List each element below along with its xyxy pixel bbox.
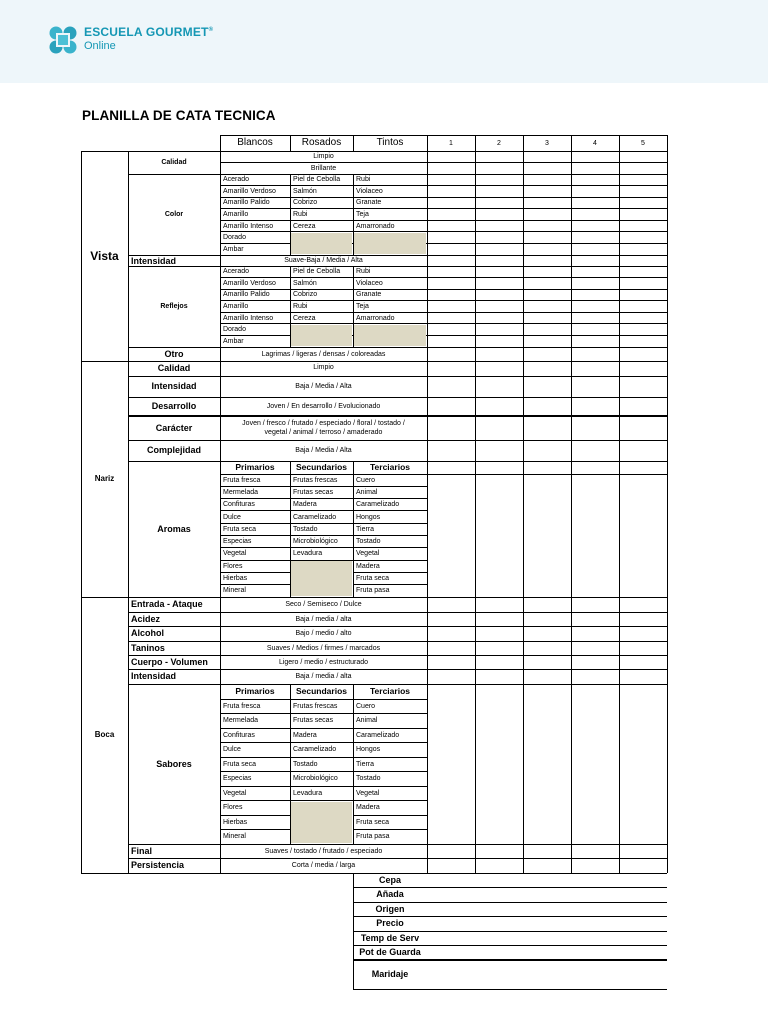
header-blancos: Blancos <box>237 137 273 148</box>
list-item: Animal <box>356 488 378 496</box>
brand-name: ESCUELA GOURMET® <box>84 25 214 39</box>
value-cell: Suave-Baja / Media / Alta <box>284 257 363 264</box>
list-item: Ambar <box>223 245 244 253</box>
row-label: Complejidad <box>146 445 201 455</box>
extra-label: Origen <box>375 903 405 914</box>
list-item: Especias <box>223 775 252 783</box>
list-item: Frutas secas <box>293 717 334 725</box>
list-item: Cuero <box>356 702 376 710</box>
list-item: Salmón <box>293 279 317 287</box>
list-item: Fruta pasa <box>356 833 390 841</box>
list-item: Amarillo <box>223 302 249 310</box>
table-rule <box>427 312 667 313</box>
table-rule <box>427 474 667 475</box>
value-cell: Limpio <box>313 153 334 160</box>
table-rule <box>427 208 667 209</box>
table-rule <box>427 300 667 301</box>
row-label: Carácter <box>155 422 193 433</box>
header-score-5: 5 <box>641 139 645 147</box>
extra-label: Precio <box>376 918 404 928</box>
list-item: Vegetal <box>223 550 247 558</box>
list-item: Microbiológico <box>293 538 338 546</box>
table-rule <box>571 151 572 873</box>
table-rule <box>427 289 667 290</box>
list-item: Amarronado <box>356 314 395 322</box>
list-item: Piel de Cebolla <box>293 176 341 184</box>
row-label: Color <box>164 210 184 218</box>
value-cell: Suaves / Medios / firmes / marcados <box>266 644 381 652</box>
header-rosados: Rosados <box>301 137 342 148</box>
table-rule <box>475 151 476 873</box>
list-item: Amarillo Verdoso <box>223 279 276 287</box>
list-item: Dulce <box>223 513 241 521</box>
column-header: Terciarios <box>369 686 410 697</box>
list-item: Fruta seca <box>223 760 257 768</box>
value-cell: Baja / media / alta <box>295 673 352 680</box>
list-item: Mineral <box>223 833 246 841</box>
value-cell: Baja / media / alta <box>295 615 352 623</box>
list-item: Rubi <box>293 210 308 218</box>
extra-label: Añada <box>376 889 404 899</box>
list-item: Fruta seca <box>223 525 257 533</box>
list-item: Cobrizo <box>293 199 318 207</box>
list-item: Tierra <box>356 760 375 768</box>
value-cell: Ligero / medio / estructurado <box>278 658 369 666</box>
list-item: Madera <box>356 804 380 812</box>
list-item: Caramelizado <box>293 513 337 521</box>
row-label: Sabores <box>156 758 192 769</box>
shaded-cell <box>354 233 426 254</box>
value-cell: Limpio <box>313 364 334 371</box>
list-item: Frutas secas <box>293 488 334 496</box>
list-item: Cobrizo <box>293 291 318 299</box>
value-cell: Baja / Media / Alta <box>295 383 352 390</box>
list-item: Rubi <box>356 176 371 184</box>
row-label: Desarrollo <box>151 401 197 411</box>
row-label: Otro <box>164 348 184 359</box>
header-score-2: 2 <box>497 139 501 147</box>
shaded-cell <box>354 325 426 346</box>
list-item: Amarillo Verdoso <box>223 187 276 195</box>
list-item: Fruta seca <box>356 818 390 826</box>
list-item: Granate <box>356 291 382 299</box>
table-rule <box>427 185 667 186</box>
list-item: Especias <box>223 538 252 546</box>
list-item: Levadura <box>293 789 323 797</box>
table-rule <box>667 151 668 873</box>
list-item: Fruta fresca <box>223 702 261 710</box>
value-cell: Bajo / medio / alto <box>295 630 352 637</box>
shaded-cell <box>291 561 352 596</box>
list-item: Dorado <box>223 234 246 242</box>
list-item: Mermelada <box>223 488 259 496</box>
value-cell: Seco / Semiseco / Dulce <box>285 601 362 608</box>
table-rule <box>523 151 524 873</box>
row-label: Intensidad <box>131 255 177 266</box>
list-item: Amarillo Palido <box>223 291 270 299</box>
list-item: Caramelizado <box>356 731 400 739</box>
table-rule <box>427 335 667 336</box>
table-rule <box>427 231 667 232</box>
extra-label: Maridaje <box>371 969 409 979</box>
list-item: Vegetal <box>356 789 380 797</box>
section-nariz: Nariz <box>94 474 115 483</box>
list-item: Rubi <box>293 302 308 310</box>
row-label: Calidad <box>157 363 191 373</box>
brand-subtitle: Online <box>84 40 116 52</box>
list-item: Amarillo Intenso <box>223 222 274 230</box>
header-tintos: Tintos <box>376 137 404 148</box>
table-rule <box>427 277 667 278</box>
list-item: Cereza <box>293 314 316 322</box>
row-label: Taninos <box>131 642 165 653</box>
list-item: Amarillo <box>223 210 249 218</box>
list-item: Vegetal <box>356 550 380 558</box>
list-item: Violaceo <box>356 187 383 195</box>
list-item: Amarillo Intenso <box>223 314 274 322</box>
list-item: Violaceo <box>356 279 383 287</box>
table-rule <box>427 197 667 198</box>
shaded-cell <box>291 325 352 346</box>
list-item: Hierbas <box>223 818 248 826</box>
shaded-cell <box>291 233 352 254</box>
list-item: Microbiológico <box>293 775 338 783</box>
list-item: Dorado <box>223 326 246 334</box>
row-label: Aromas <box>157 523 191 534</box>
list-item: Teja <box>356 302 369 310</box>
row-label: Cuerpo - Volumen <box>131 656 208 667</box>
table-rule <box>427 162 667 163</box>
row-label: Calidad <box>161 159 187 166</box>
value-cell: Corta / media / larga <box>291 862 356 869</box>
caracter-value <box>220 416 427 440</box>
list-item: Granate <box>356 199 382 207</box>
list-item: Acerado <box>223 268 250 276</box>
list-item: Tostado <box>356 538 381 546</box>
list-item: Frutas frescas <box>293 702 338 710</box>
column-header: Secundarios <box>295 462 348 473</box>
list-item: Confituras <box>223 731 255 739</box>
list-item: Mermelada <box>223 717 259 725</box>
extra-label: Temp de Serv <box>360 932 420 943</box>
row-label: Persistencia <box>131 860 185 870</box>
column-header: Primarios <box>235 462 275 473</box>
list-item: Confituras <box>223 501 255 509</box>
row-label: Acidez <box>131 613 161 624</box>
list-item: Cuero <box>356 476 376 484</box>
caracter-line-1: Joven / fresco / frutado / especiado / floral / tostado / <box>242 419 405 427</box>
header-score-3: 3 <box>545 139 549 147</box>
extra-label: Pot de Guarda <box>359 947 421 957</box>
list-item: Caramelizado <box>293 746 337 754</box>
table-rule <box>427 243 667 244</box>
section-vista: Vista <box>90 249 119 263</box>
list-item: Frutas frescas <box>293 476 338 484</box>
row-label: Reflejos <box>160 302 188 310</box>
value-cell: Brillante <box>310 164 337 172</box>
list-item: Amarronado <box>356 222 395 230</box>
header-score-4: 4 <box>593 139 597 147</box>
value-cell: Joven / En desarrollo / Evolucionado <box>266 403 381 410</box>
list-item: Ambar <box>223 337 244 345</box>
list-item: Fruta pasa <box>356 587 390 595</box>
table-rule <box>619 151 620 873</box>
caracter-line-2: vegetal / animal / terroso / amaderado <box>264 429 383 436</box>
list-item: Flores <box>223 562 243 570</box>
list-item: Tostado <box>293 525 318 533</box>
list-item: Madera <box>293 731 317 739</box>
table-rule <box>427 220 667 221</box>
list-item: Amarillo Palido <box>223 199 270 207</box>
list-item: Levadura <box>293 550 323 558</box>
value-cell: Lagrimas / ligeras / densas / coloreadas <box>261 350 386 358</box>
list-item: Hongos <box>356 513 381 521</box>
row-label: Entrada - Ataque <box>131 599 203 609</box>
list-item: Madera <box>293 501 317 509</box>
list-item: Hongos <box>356 746 381 754</box>
list-item: Vegetal <box>223 789 247 797</box>
list-item: Acerado <box>223 176 250 184</box>
list-item: Fruta seca <box>356 575 390 583</box>
list-item: Rubi <box>356 268 371 276</box>
column-header: Terciarios <box>369 462 410 473</box>
list-item: Dulce <box>223 746 241 754</box>
list-item: Salmón <box>293 187 317 195</box>
list-item: Tostado <box>293 760 318 768</box>
list-item: Cereza <box>293 222 316 230</box>
table-rule <box>427 323 667 324</box>
list-item: Piel de Cebolla <box>293 268 341 276</box>
column-header: Secundarios <box>295 686 348 697</box>
list-item: Madera <box>356 562 380 570</box>
value-cell: Baja / Media / Alta <box>295 447 352 454</box>
header-score-1: 1 <box>449 139 453 147</box>
list-item: Flores <box>223 804 243 812</box>
section-boca: Boca <box>94 730 115 739</box>
list-item: Tierra <box>356 525 375 533</box>
list-item: Mineral <box>223 587 246 595</box>
row-label: Alcohol <box>131 628 164 638</box>
shaded-cell <box>291 802 352 844</box>
column-header: Primarios <box>235 686 275 697</box>
row-label: Intensidad <box>151 381 197 391</box>
page-title: PLANILLA DE CATA TECNICA <box>82 108 276 123</box>
row-label: Intensidad <box>131 671 177 681</box>
value-cell: Suaves / tostado / frutado / especiado <box>264 847 383 855</box>
list-item: Tostado <box>356 775 381 783</box>
list-item: Caramelizado <box>356 501 400 509</box>
list-item: Teja <box>356 210 369 218</box>
list-item: Fruta fresca <box>223 476 261 484</box>
row-label: Final <box>131 845 153 856</box>
list-item: Hierbas <box>223 575 248 583</box>
extra-label: Cepa <box>378 874 401 885</box>
list-item: Animal <box>356 717 378 725</box>
